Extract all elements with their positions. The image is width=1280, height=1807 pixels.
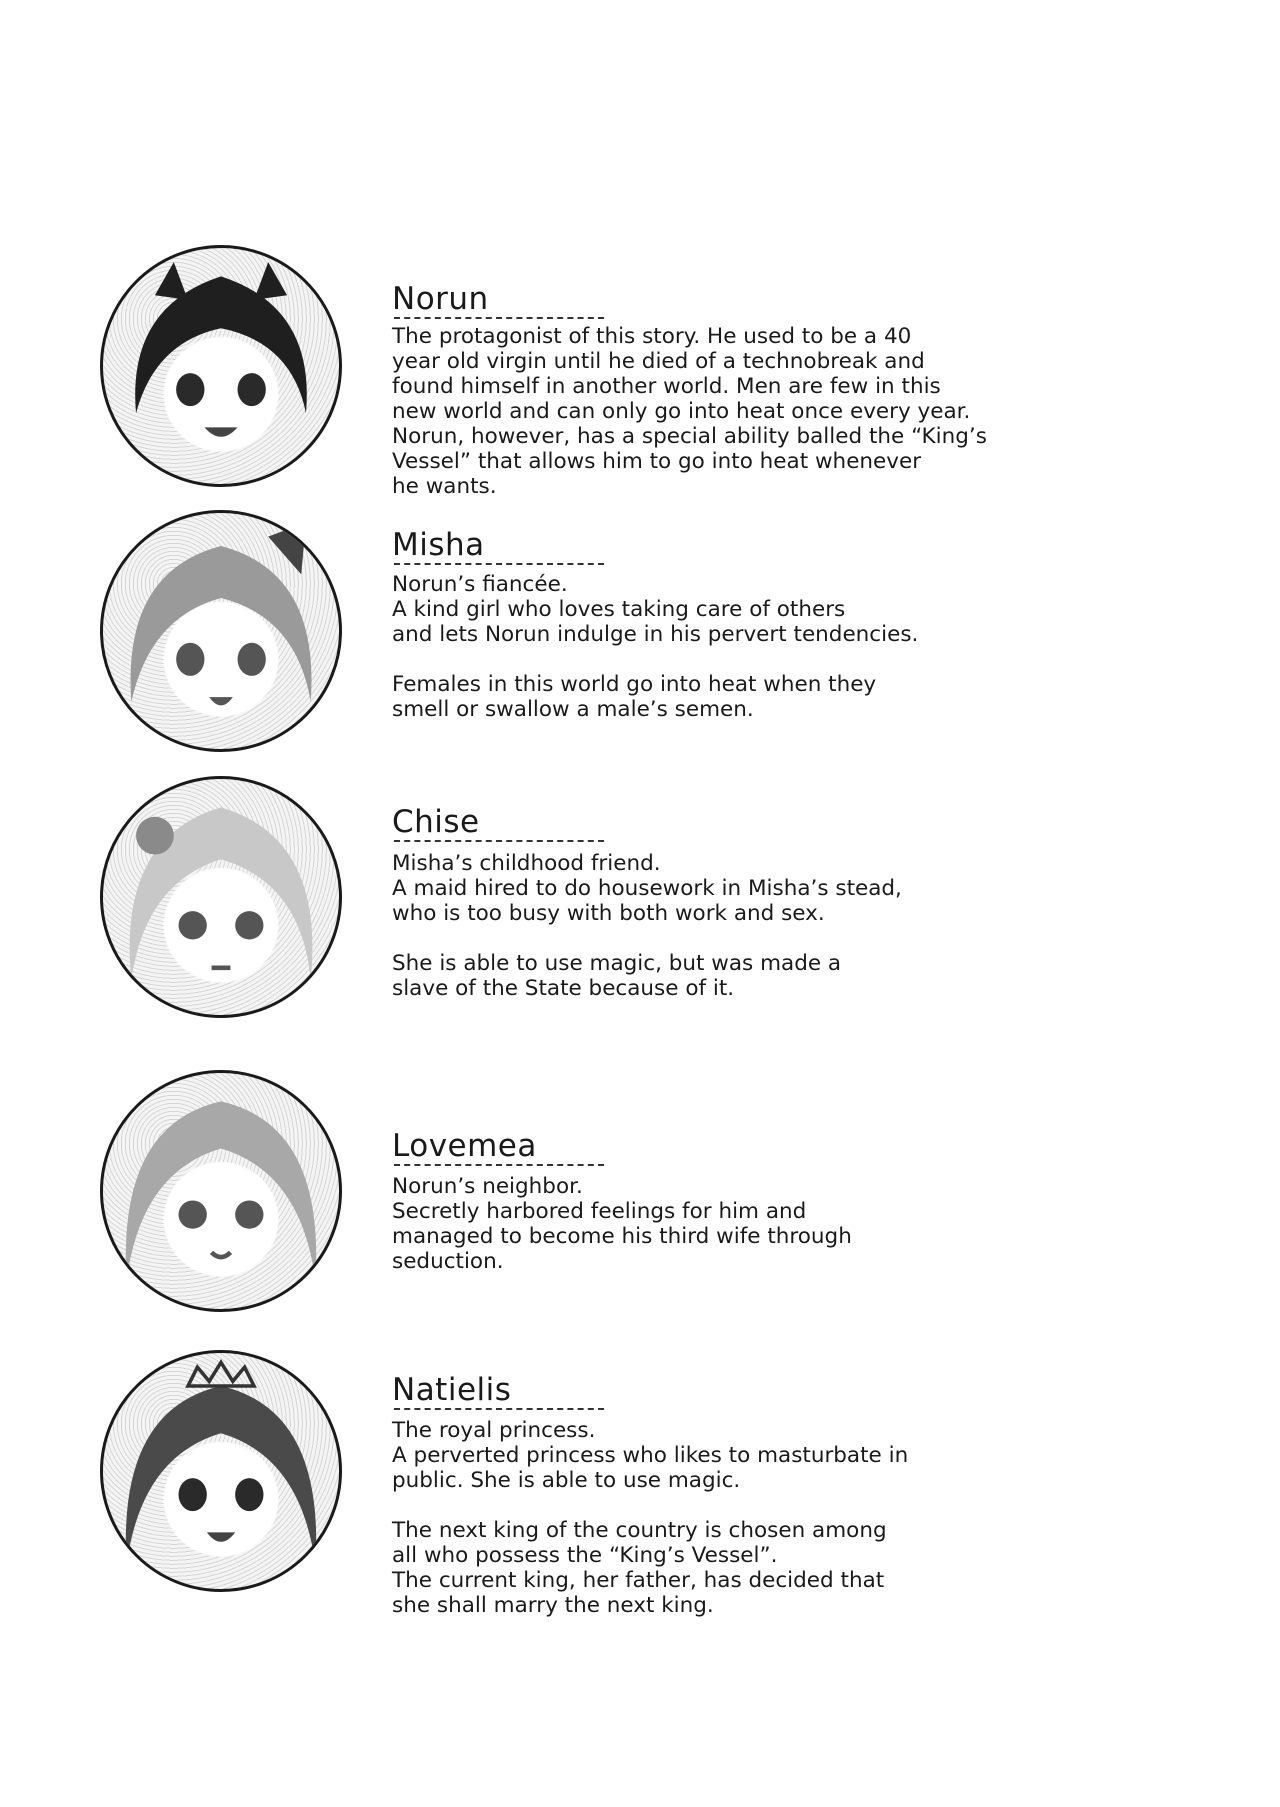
description-line: slave of the State because of it.	[392, 976, 735, 1001]
description-line: who is too busy with both work and sex.	[392, 901, 825, 926]
character-description	[392, 851, 952, 1001]
description-line: found himself in another world. Men are few in this	[392, 374, 941, 399]
description-line: Vessel” that allows him to go into heat whenever	[392, 449, 922, 474]
description-line: he wants.	[392, 474, 497, 499]
character-portrait	[100, 1070, 342, 1312]
portrait-illustration	[103, 513, 339, 749]
character-description	[392, 1174, 952, 1274]
name-underline	[394, 563, 604, 565]
character-name: Misha	[392, 527, 485, 563]
character-portrait	[100, 510, 342, 752]
description-line: all who possess the “King’s Vessel”.	[392, 1543, 778, 1568]
character-portrait	[100, 1350, 342, 1592]
description-line: The current king, her father, has decided that	[392, 1568, 885, 1593]
description-line: Secretly harbored feelings for him and	[392, 1199, 807, 1224]
name-underline	[394, 1164, 604, 1166]
description-line: A maid hired to do housework in Misha’s stead,	[392, 876, 902, 901]
portrait-illustration	[103, 1353, 339, 1589]
portrait-illustration	[103, 1073, 339, 1309]
description-line: Females in this world go into heat when they	[392, 672, 877, 697]
character-name: Chise	[392, 804, 480, 840]
description-line: Norun’s neighbor.	[392, 1174, 583, 1199]
description-line: she shall marry the next king.	[392, 1593, 714, 1618]
description-line: The royal princess.	[392, 1418, 596, 1443]
description-line: She is able to use magic, but was made a	[392, 951, 842, 976]
portrait-illustration	[103, 779, 339, 1015]
character-portrait	[100, 245, 342, 487]
character-portrait	[100, 776, 342, 1018]
description-line: Norun’s fiancée.	[392, 572, 568, 597]
character-description	[392, 324, 987, 499]
description-line: smell or swallow a male’s semen.	[392, 697, 754, 722]
name-underline	[394, 840, 604, 842]
character-name: Norun	[392, 281, 489, 317]
description-line: year old virgin until he died of a technobreak and	[392, 349, 925, 374]
description-line: Norun, however, has a special ability balled the “King’s	[392, 424, 987, 449]
description-line: A perverted princess who likes to masturbate in	[392, 1443, 909, 1468]
description-line: Misha’s childhood friend.	[392, 851, 661, 876]
description-line: The next king of the country is chosen among	[392, 1518, 887, 1543]
character-description	[392, 1418, 952, 1618]
name-underline	[394, 317, 604, 319]
name-underline	[394, 1408, 604, 1410]
character-name: Lovemea	[392, 1128, 537, 1164]
description-line: and lets Norun indulge in his pervert tendencies.	[392, 622, 919, 647]
portrait-illustration	[103, 248, 339, 484]
description-line: new world and can only go into heat once every year.	[392, 399, 971, 424]
character-name: Natielis	[392, 1372, 512, 1408]
description-line: seduction.	[392, 1249, 504, 1274]
description-line: managed to become his third wife through	[392, 1224, 852, 1249]
description-line: The protagonist of this story. He used to be a 40	[392, 324, 912, 349]
character-description	[392, 572, 952, 722]
description-line: public. She is able to use magic.	[392, 1468, 741, 1493]
description-line: A kind girl who loves taking care of others	[392, 597, 846, 622]
